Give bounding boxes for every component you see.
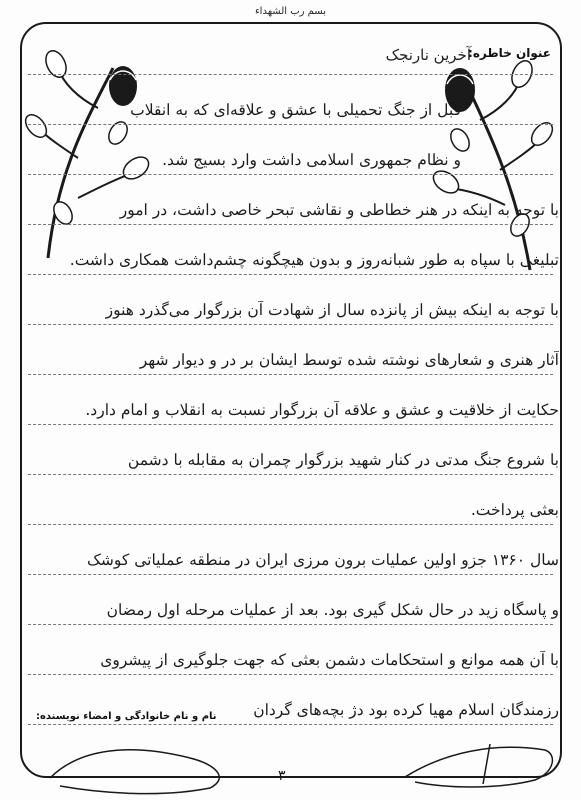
ruled-line (28, 374, 553, 375)
ruled-line (28, 324, 553, 325)
ruled-line (28, 524, 553, 525)
ruled-lines (28, 0, 553, 800)
memoir-title-value: آخرین نارنجک (385, 46, 471, 64)
handwritten-line: با شروع جنگ مدتی در کنار شهید بزرگوار چمران به مقابله با دشمن (127, 451, 559, 469)
ruled-line (28, 224, 553, 225)
ruled-line (28, 624, 553, 625)
ruled-line (28, 724, 553, 725)
ruled-line (28, 174, 553, 175)
ruled-line (28, 424, 553, 425)
signature-scribble-left-icon (40, 738, 240, 798)
ruled-line (28, 674, 553, 675)
handwritten-line: آثار هنری و شعارهای نوشته شده توسط ایشان بر در و دیوار شهر (139, 351, 559, 369)
handwritten-line: قبل از جنگ تحمیلی با عشق و علاقه‌ای که به انقلاب (130, 101, 461, 119)
handwritten-line: رزمندگان اسلام مهیا کرده بود دژ بچه‌های گردان (253, 701, 559, 719)
ruled-line (28, 124, 553, 125)
handwritten-line: تبلیغی با سپاه به طور شبانه‌روز و بدون هیچگونه چشم‌داشت همکاری داشت. (69, 251, 559, 269)
handwritten-line: با توجه به اینکه بیش از پانزده سال از شهادت آن بزرگوار می‌گذرد هنوز (105, 301, 559, 319)
page-header-bismillah: بسم رب الشهداء (254, 6, 327, 17)
handwritten-line: بعثی پرداخت. (470, 501, 559, 519)
ruled-line (28, 574, 553, 575)
ruled-line (28, 74, 553, 75)
handwritten-line: با آن همه موانع و استحکامات دشمن بعثی که جهت جلوگیری از پیشروی (100, 651, 559, 669)
signature-label: نام و نام خانوادگی و امضاء نویسنده: (36, 711, 217, 722)
signature-scribble-right-icon (395, 732, 565, 792)
ruled-line (28, 274, 553, 275)
handwritten-line: حکایت از خلاقیت و عشق و علاقه آن بزرگوار نسبت به انقلاب و امام دارد. (85, 401, 559, 419)
page-number: ۳ (278, 768, 286, 784)
handwritten-line: و نظام جمهوری اسلامی داشت وارد بسیج شد. (162, 151, 461, 169)
handwritten-line: سال ۱۳۶۰ جزو اولین عملیات برون مرزی ایران در منطقه عملیاتی کوشک (87, 551, 559, 569)
handwritten-line: و پاسگاه زید در حال شکل گیری بود. بعد از عملیات مرحله اول رمضان (106, 601, 559, 619)
ruled-line (28, 474, 553, 475)
handwritten-line: با توجه به اینکه در هنر خطاطی و نقاشی تبحر خاصی داشت، در امور (119, 201, 559, 219)
memoir-title-label: عنوان خاطره: (468, 46, 551, 60)
